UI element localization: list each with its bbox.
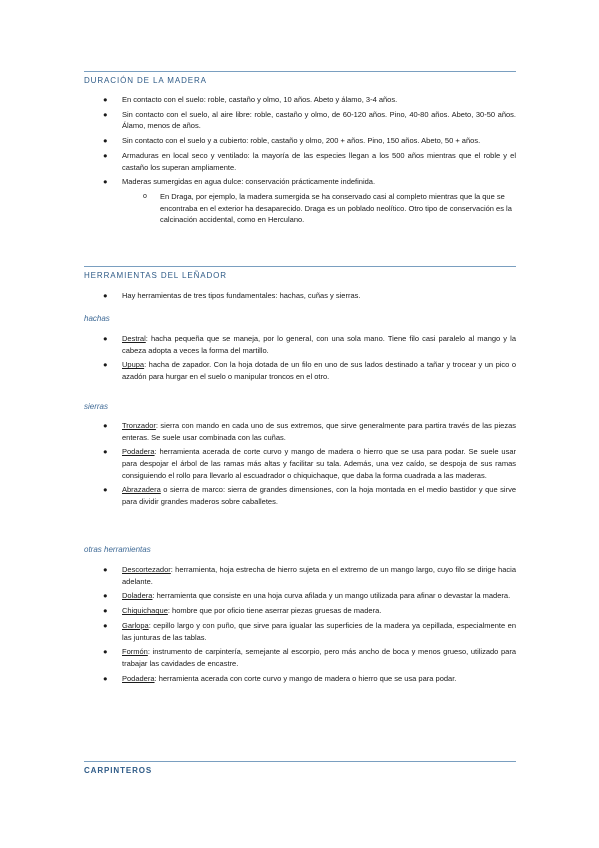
list-item: ● Podadera: herramienta acerada con corte curvo y mango de madera o hierro que se usa para podar.: [103, 673, 457, 683]
list-item: ● Garlopa: cepillo largo y con puño, que sirve para igualar las superficies de la madera ya cepillada, especialmente en las junturas de las tablas.: [103, 620, 516, 642]
list-item: ● Sin contacto con el suelo, al aire libre: roble, castaño y olmo, de 60-120 años. Pino, 40-80 años. Abeto, 30-50 años. Álamo, menos de años.: [103, 109, 516, 131]
bullet-icon: ●: [103, 647, 108, 657]
list-item: ● Chiquichaque: hombre que por oficio tiene aserrar piezas gruesas de madera.: [103, 606, 382, 616]
bullet-icon: ●: [103, 606, 108, 616]
bullet-icon: ●: [103, 447, 108, 457]
otras-herramientas-list: [84, 564, 516, 687]
list-item: ● Doladera: herramienta que consiste en una hoja curva afilada y un mango utilizada para afinar o devastar la madera.: [103, 591, 511, 601]
list-item: ● Descortezador: herramienta, hoja estrecha de hierro sujeta en el extremo de un mango largo, cuyo filo se dirige hacia adelante.: [103, 565, 516, 586]
bullet-icon: ●: [103, 109, 108, 119]
list-item: ● Podadera: herramienta acerada de corte curvo y mango de madera o hierro que se usa para podar. Se suele usar para despojar el árbol de las ramas más altas y facilitar su tala. Además, una vez caído, se despoja de sus ramas consiguiendo el rollo para llevarlo al escuadrador o chiquichaque, que daba la forma cuadrada a las maderas.: [103, 447, 516, 480]
duracion-list: [84, 94, 516, 228]
list-item: ● En contacto con el suelo: roble, castaño y olmo, 10 años. Abeto y álamo, 3-4 años.: [103, 95, 398, 104]
list-item: ● Formón: instrumento de carpintería, semejante al escorpio, pero más ancho de boca y menos grueso, utilizado para trabajar las cavidades de encastre.: [103, 647, 516, 668]
subheading-sierras: sierras: [84, 402, 109, 411]
sierras-list: [84, 420, 516, 511]
list-item: ● Armaduras en local seco y ventilado: la mayoría de las especies llegan a los 500 años mientras que el roble y el castaño los superan ampliamente.: [103, 150, 516, 172]
bullet-icon: ●: [103, 620, 108, 630]
section-title-carpinteros: CARPINTEROS: [84, 766, 153, 775]
bullet-icon: ●: [103, 673, 108, 683]
list-item: ● Upupa: hacha de zapador. Con la hoja dotada de un filo en uno de sus lados destinado a tañar y trocear y un pico o azadón para hurgar en el suelo o manipular troncos en el otro.: [103, 360, 516, 381]
bullet-icon: ●: [103, 334, 108, 343]
section-title-herramientas: HERRAMIENTAS DEL LEÑADOR: [84, 271, 227, 280]
list-item: ● Tronzador: sierra con mando en cada uno de sus extremos, que sirve generalmente para partira través de las piezas enteras. Se suele usar combinada con las cuñas.: [103, 421, 516, 442]
bullet-icon: ●: [103, 565, 108, 574]
subheading-hachas: hachas: [84, 314, 110, 323]
list-item: ● Destral: hacha pequeña que se maneja, por lo general, con una sola mano. Tiene filo casi paralelo al mango y la cabeza adopta a veces la forma del martillo.: [103, 334, 516, 355]
sub-list-item: o En Draga, por ejemplo, la madera sumergida se ha conservado casi al completo mientras que la que se encontraba en el exterior ha desaparecido. Draga es un poblado neolítico. Otro tipo de conservación es la calcinación accidental, como en Herculano.: [143, 192, 512, 225]
section-rule: [84, 266, 516, 267]
bullet-icon: ●: [103, 177, 108, 187]
section-title-duracion: DURACIÓN DE LA MADERA: [84, 76, 207, 85]
sub-bullet-icon: o: [143, 193, 147, 201]
bullet-icon: ●: [103, 150, 108, 160]
section-rule: [84, 71, 516, 72]
bullet-icon: ●: [103, 95, 108, 104]
herramientas-intro-list: [84, 290, 516, 305]
list-item: ● Hay herramientas de tres tipos fundamentales: hachas, cuñas y sierras.: [103, 291, 361, 300]
bullet-icon: ●: [103, 136, 108, 146]
list-item: ● Maderas sumergidas en agua dulce: conservación prácticamente indefinida.: [103, 177, 376, 187]
bullet-icon: ●: [103, 485, 108, 495]
bullet-icon: ●: [103, 421, 108, 430]
list-item: ● Abrazadera o sierra de marco: sierra de grandes dimensiones, con la hoja montada en el medio bastidor y que sirve para dividir grandes maderos sobre caballetes.: [103, 485, 516, 506]
bullet-icon: ●: [103, 360, 108, 370]
section-rule: [84, 761, 516, 762]
bullet-icon: ●: [103, 291, 108, 300]
subheading-otras-herramientas: otras herramientas: [84, 545, 151, 554]
list-item: ● Sin contacto con el suelo y a cubierto: roble, castaño y olmo, 200 + años. Pino, 150 años. Abeto, 50 + años.: [103, 136, 481, 146]
bullet-icon: ●: [103, 591, 108, 601]
hachas-list: [84, 333, 516, 386]
